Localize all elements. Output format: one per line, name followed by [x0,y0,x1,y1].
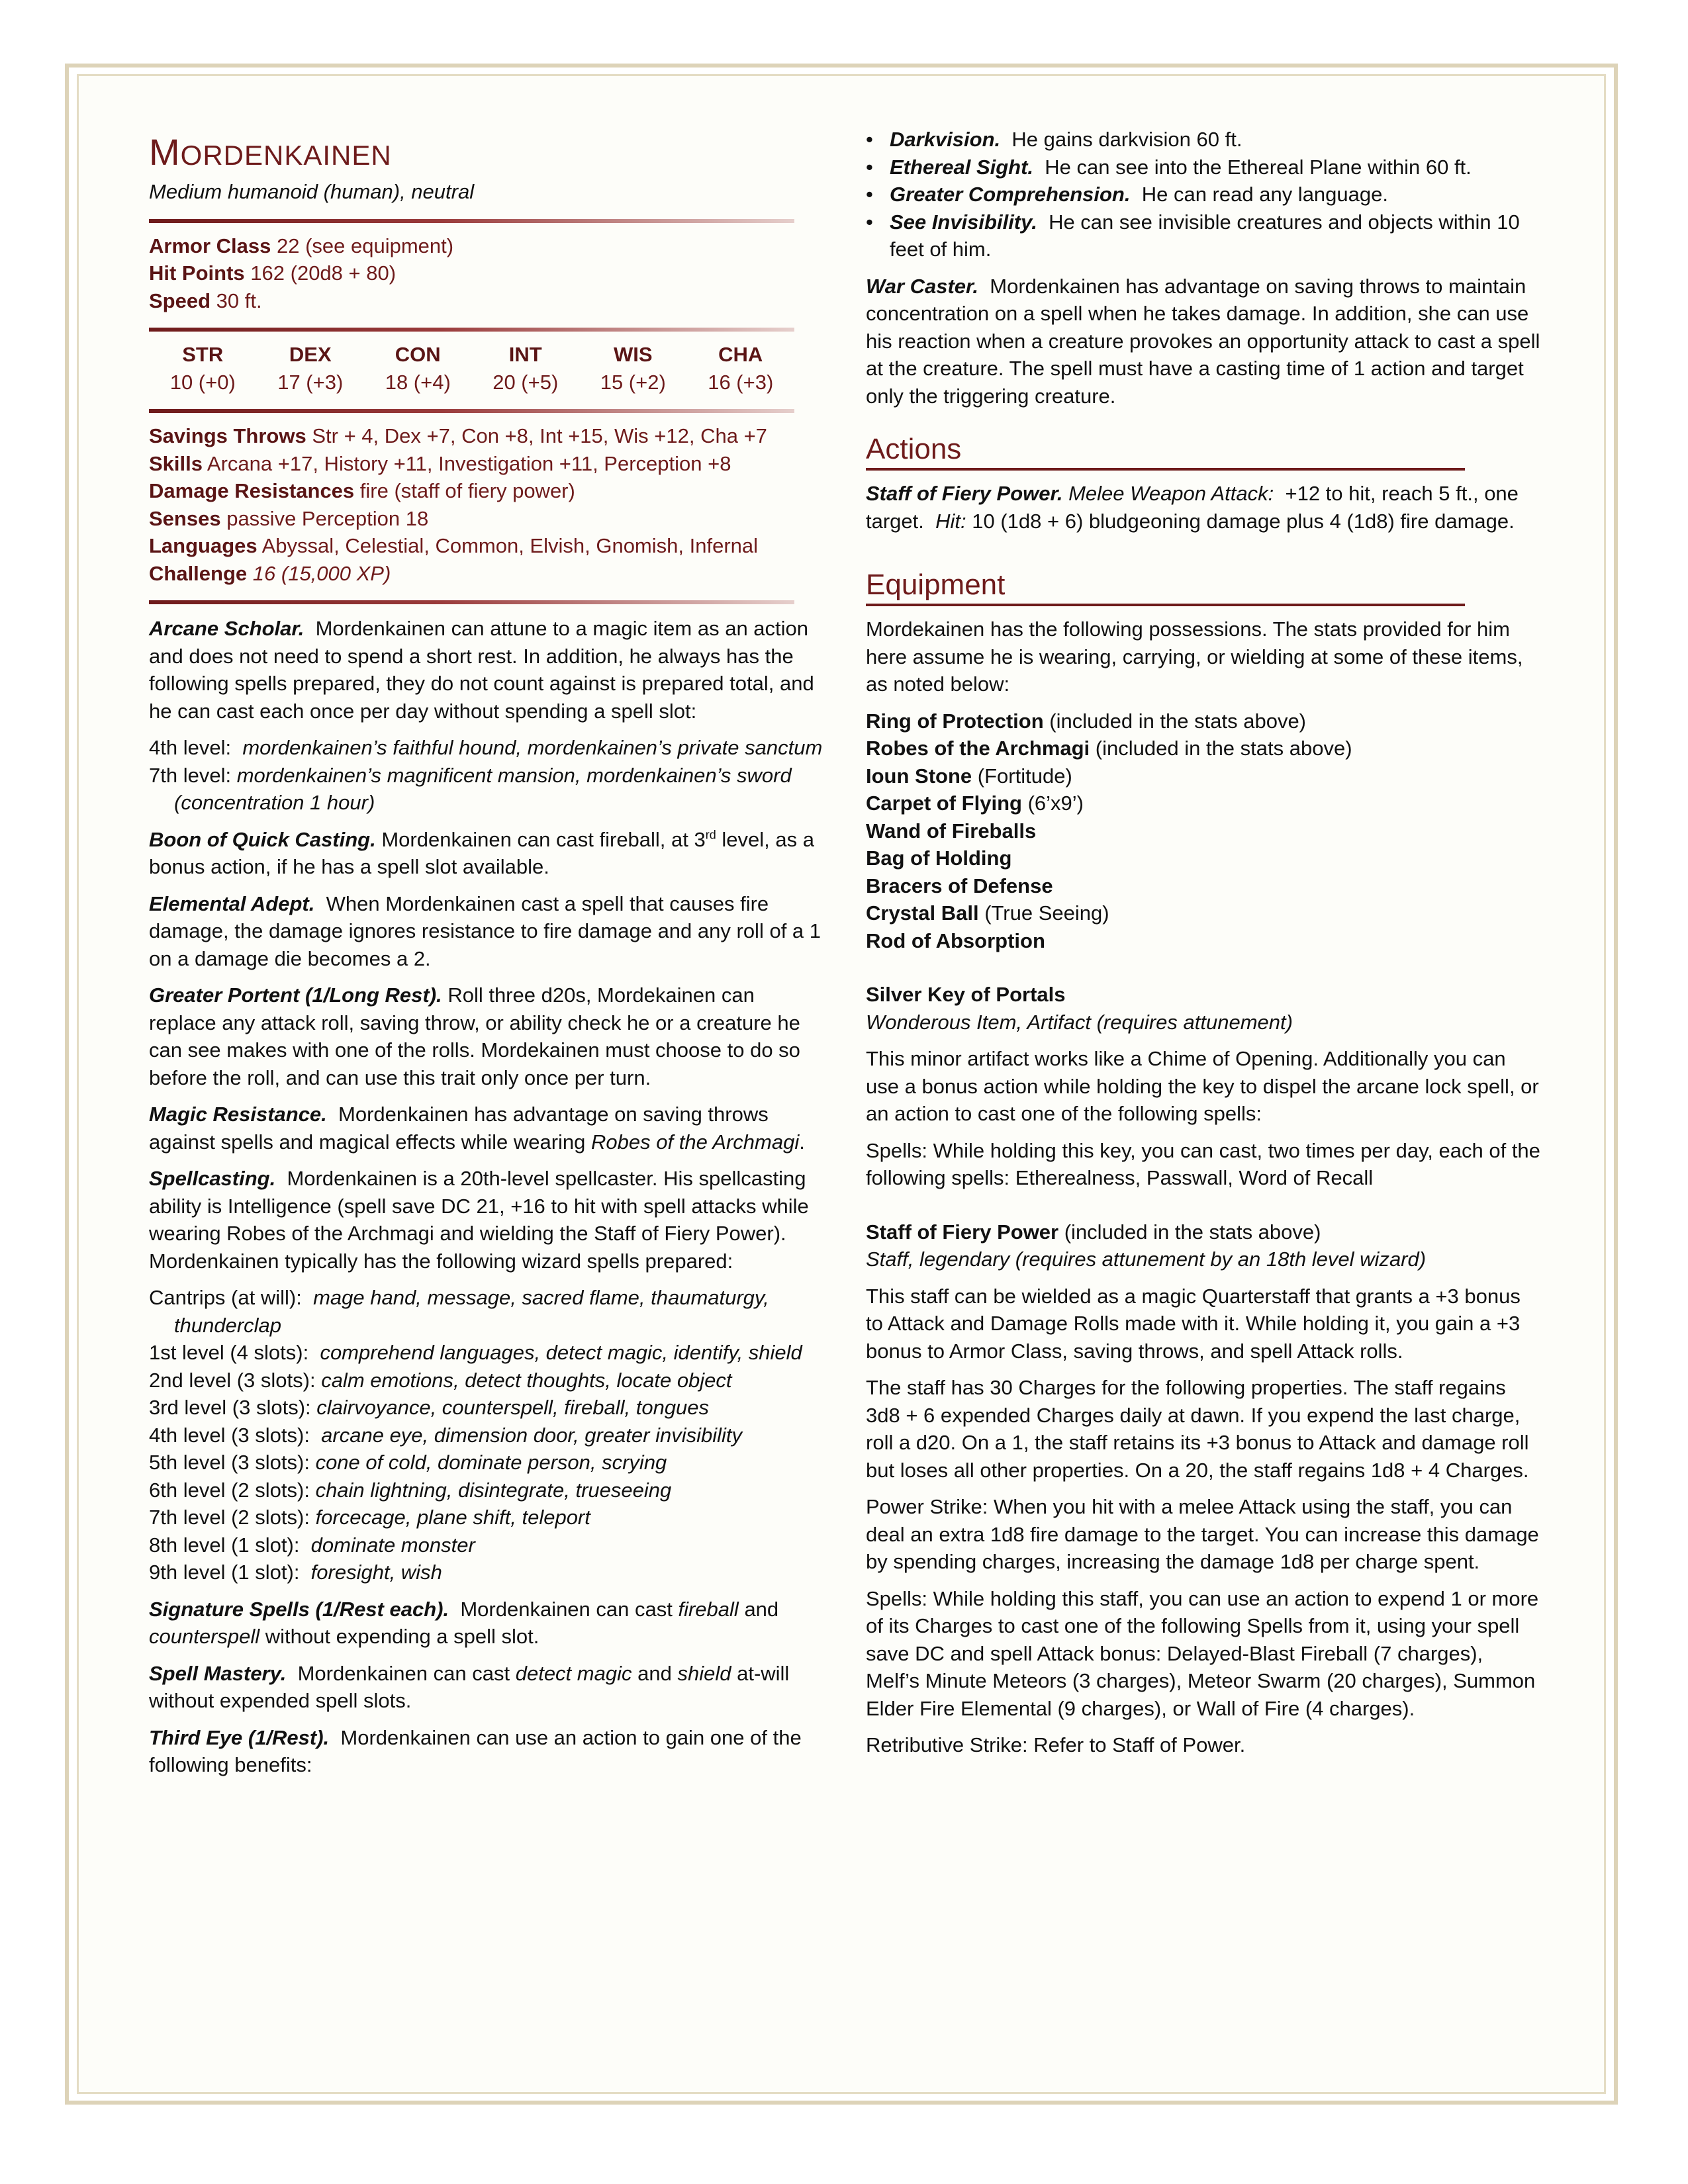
spell-level-row [149,1449,824,1477]
equipment-item [866,899,1541,927]
item-note: (True Seeing) [984,901,1109,925]
spell-level-label: Cantrips (at will): [149,1286,302,1309]
spell-level-label: 4th level: [149,736,232,759]
armor-class-label: Armor Class [149,234,271,257]
hit-label: Hit: [935,509,966,533]
senses [149,505,824,533]
trait-text: and [637,1661,672,1685]
trait-spell-mastery [149,1660,824,1715]
staff-type [866,1246,1541,1273]
equipment-item [866,762,1541,790]
trait-spellcasting [149,1165,824,1275]
ability-dex [257,341,365,396]
spell-list: clairvoyance, counterspell, fireball, tongues [316,1396,710,1419]
benefit-text: He can see into the Ethereal Plane within 60 ft. [1045,155,1472,179]
trait-magic-resistance [149,1101,824,1156]
spell-list: mordenkainen’s magnificent mansion, mordenkainen’s sword (concentration 1 hour) [174,763,792,814]
trait-name: Boon of Quick Casting. [149,827,376,851]
trait-text: Mordenkainen can cast [460,1597,673,1621]
staff-paragraph: The staff has 30 Charges for the following properties. The staff regains 3d8 + 6 expended Charges daily at dawn. If you expend the last charge, roll a d20. On a 1, the staff retains its +3 bonus to Attack and damage roll but loses all other properties. On a 20, the staff regains 1d8 + 4 Charges. [866,1376,1529,1482]
spell-level-row [149,1531,824,1559]
action-staff-of-fiery-power [866,480,1541,535]
damage-resistances-label: Damage Resistances [149,479,355,502]
ability-con [364,341,472,396]
trait-signature-spells [149,1596,824,1651]
staff-paragraph: Spells: While holding this staff, you can use an action to expend 1 or more of its Charges to cast one of the following Spells from it, using your spell save DC and spell Attack bonus: Delayed-Blast Fireball (7 charges), Melf’s Minute Meteors (3 charges), Meteor Swarm (20 charges), Summon Elder Fire Elemental (9 charges), or Wall of Fire (4 charges). [866,1586,1539,1720]
silver-key-description: This minor artifact works like a Chime of Opening. Additionally you can use a bonus action while holding the key to dispel the arcane lock spell, or an action to cast one of the following spells: [866,1047,1539,1125]
spell-level-row [149,1367,824,1394]
senses-label: Senses [149,506,221,530]
spell-list: comprehend languages, detect magic, identify, shield [320,1341,802,1364]
trait-text: level, as a bonus action, if he has a spell slot available. [149,827,814,878]
item-note: (included in the stats above) [1049,709,1307,733]
ability-value: 17 (+3) [277,370,344,394]
armor-class [149,232,824,260]
trait-text: Mordenkainen can cast [297,1661,510,1685]
spell-list: calm emotions, detect thoughts, locate object [321,1368,732,1392]
spell-list: forcecage, plane shift, teleport [315,1506,590,1529]
benefit-name: See Invisibility. [890,210,1037,234]
trait-name: Greater Portent (1/Long Rest). [149,983,442,1007]
item-name: Bag of Holding [866,846,1012,870]
spell-level-row [149,1504,824,1531]
silver-key-type [866,1009,1541,1036]
damage-resistances [149,477,824,505]
trait-text: Mordenkainen can cast fireball, at 3 [381,827,706,851]
ability-name: WIS [613,343,653,366]
equipment-item [866,927,1541,955]
armor-class-value: 22 (see equipment) [276,234,454,257]
trait-italic: detect magic [515,1661,632,1685]
saving-throws-label: Savings Throws [149,424,306,447]
trait-name: Spell Mastery. [149,1661,287,1685]
trait-italic: Robes of the Archmagi [591,1130,800,1154]
ability-value: 15 (+2) [600,370,666,394]
trait-boon-quick-casting [149,826,824,881]
item-name: Crystal Ball [866,901,979,925]
silver-key-title [866,981,1541,1009]
ability-str [149,341,257,396]
spell-level-row [149,1394,824,1422]
hit-points-label: Hit Points [149,261,245,285]
spell-list: dominate monster [310,1533,475,1557]
creature-name-rest: ORDENKAINEN [180,140,392,171]
ability-cha [687,341,795,396]
item-name: Robes of the Archmagi [866,737,1090,760]
spell-list: mordenkainen’s faithful hound, mordenkainen’s private sanctum [242,736,823,759]
ability-value: 18 (+4) [385,370,451,394]
list-item [890,154,1541,181]
saving-throws [149,422,824,450]
action-name: Staff of Fiery Power. [866,482,1063,505]
spell-level-row [149,1422,824,1449]
ability-name: STR [182,343,224,366]
equipment-item [866,735,1541,762]
spell-list: arcane eye, dimension door, greater invisibility [321,1423,743,1447]
trait-text: Roll three d20s, Mordekainen can replace any attack roll, saving throw, or ability check he or a creature he can see makes with one of the rolls. Mordekainen must choose to do so before the roll, and can use this trait only once per turn. [149,983,800,1089]
trait-name: War Caster. [866,274,979,298]
divider-rule [149,600,794,604]
benefit-name: Greater Comprehension. [890,183,1131,206]
item-name: Staff of Fiery Power [866,1220,1059,1244]
ordinal-suffix: rd [705,828,716,842]
ability-value: 16 (+3) [708,370,774,394]
saving-throws-value: Str + 4, Dex +7, Con +8, Int +15, Wis +12, Cha +7 [312,424,767,447]
divider-rule [149,409,794,413]
item-name: Ring of Protection [866,709,1044,733]
spell-level-label: 1st level (4 slots): [149,1341,309,1364]
equipment-item [866,790,1541,817]
item-name: Bracers of Defense [866,874,1053,897]
item-note: (Fortitude) [977,764,1072,788]
senses-value: passive Perception 18 [226,506,429,530]
trait-text: without expending a spell slot. [265,1625,539,1648]
staff-paragraph: Power Strike: When you hit with a melee Attack using the staff, you can deal an extra 1d8 fire damage to the target. You can increase this damage by spending charges, increasing the damage 1d8 per charge spent. [866,1495,1539,1573]
trait-italic: fireball [678,1597,739,1621]
creature-name-initial: M [149,131,181,173]
trait-text: at-will without expended spell slots. [149,1661,790,1712]
item-type: Wonderous Item, Artifact (requires attunement) [866,1010,1293,1034]
arcane-scholar-7th [149,762,824,817]
item-note: (included in the stats above) [1064,1220,1321,1244]
item-note: (6’x9’) [1027,792,1084,815]
spell-level-label: 2nd level (3 slots): [149,1368,316,1392]
list-item [890,181,1541,208]
silver-key-spells: Spells: While holding this key, you can cast, two times per day, each of the following spells: Etherealness, Passwall, Word of Recall [866,1138,1540,1189]
languages-label: Languages [149,534,258,557]
spell-level-label: 4th level (3 slots): [149,1423,310,1447]
item-note: (included in the stats above) [1095,737,1352,760]
spell-level-label: 6th level (2 slots): [149,1478,310,1502]
trait-text: and [744,1597,779,1621]
action-text: +12 to hit, reach 5 ft., one target. [866,482,1519,533]
benefit-text: He can read any language. [1141,183,1388,206]
spell-list: chain lightning, disintegrate, trueseeing [315,1478,672,1502]
item-name: Silver Key of Portals [866,983,1066,1006]
ability-value: 20 (+5) [492,370,559,394]
staff-paragraph: This staff can be wielded as a magic Quarterstaff that grants a +3 bonus to Attack and Damage Rolls made with it. While holding it, you gain a +3 bonus to Armor Class, saving throws, and spell Attack rolls. [866,1284,1521,1363]
challenge [149,560,824,588]
trait-text: Mordenkainen can use an action to gain one of the following benefits: [149,1725,802,1776]
benefit-text: He gains darkvision 60 ft. [1011,128,1243,151]
languages-value: Abyssal, Celestial, Common, Elvish, Gnomish, Infernal [261,534,759,557]
languages [149,532,824,560]
trait-third-eye [149,1724,824,1779]
speed-label: Speed [149,289,211,312]
divider-rule [149,219,794,223]
skills-value: Arcana +17, History +11, Investigation +11, Perception +8 [207,451,731,475]
ability-name: INT [508,343,542,366]
benefit-text: He can see invisible creatures and objects within 10 feet of him. [890,210,1520,261]
ability-int [472,341,580,396]
ability-scores [149,341,794,396]
spell-list: foresight, wish [310,1561,442,1584]
trait-war-caster [866,273,1541,410]
challenge-value: 16 (15,000 XP) [252,561,391,585]
equipment-item [866,817,1541,845]
equipment-item [866,872,1541,900]
spell-level-row [149,1477,824,1504]
spell-list: cone of cold, dominate person, scrying [315,1451,667,1474]
item-name: Rod of Absorption [866,929,1045,952]
creature-name [149,132,824,175]
trait-text: When Mordenkainen cast a spell that causes fire damage, the damage ignores resistance to fire damage and any roll of a 1 on a damage die becomes a 2. [149,891,821,970]
trait-text: . [799,1130,805,1154]
trait-italic: shield [677,1661,731,1685]
ability-name: CON [395,343,441,366]
spell-level-label: 7th level: [149,763,232,787]
trait-name: Spellcasting. [149,1167,276,1190]
equipment-item [866,707,1541,735]
trait-greater-portent [149,981,824,1091]
creature-subtitle: Medium humanoid (human), neutral [149,180,475,203]
attack-type: Melee Weapon Attack: [1068,482,1274,505]
benefit-name: Ethereal Sight. [890,155,1034,179]
action-text: 10 (1d8 + 6) bludgeoning damage plus 4 (1d8) fire damage. [972,509,1515,533]
trait-text: Mordenkainen has advantage on saving throws to maintain concentration on a spell when he takes damage. In addition, she can use his reaction when a creature provokes an opportunity attack to cast a spell at the creature. The spell must have a casting time of 1 action and target only the triggering creature. [866,274,1540,408]
spell-level-label: 8th level (1 slot): [149,1533,300,1557]
speed-value: 30 ft. [216,289,262,312]
trait-italic: counterspell [149,1625,260,1648]
staff-title [866,1218,1541,1246]
equipment-heading: Equipment [866,568,1465,606]
skills [149,450,824,478]
trait-name: Magic Resistance. [149,1103,327,1126]
item-name: Carpet of Flying [866,792,1022,815]
right-column [866,126,1541,1759]
trait-arcane-scholar [149,615,824,725]
trait-text: Mordenkainen is a 20th-level spellcaster. His spellcasting ability is Intelligence (spell save DC 21, +16 to hit with spell attacks while wearing Robes of the Archmagi and wielding the Staff of Fiery Power). Mordenkainen typically has the following wizard spells prepared: [149,1167,809,1273]
trait-name: Signature Spells (1/Rest each). [149,1597,449,1621]
equipment-item [866,844,1541,872]
benefit-name: Darkvision. [890,128,1001,151]
spell-list: mage hand, message, sacred flame, thaumaturgy, thunderclap [174,1286,769,1337]
divider-rule [149,328,794,332]
ability-value: 10 (+0) [169,370,236,394]
actions-heading: Actions [866,432,1465,471]
trait-name: Arcane Scholar. [149,617,305,640]
trait-text: Mordenkainen has advantage on saving throws against spells and magical effects while wearing [149,1103,769,1154]
staff-paragraph: Retributive Strike: Refer to Staff of Power. [866,1733,1246,1756]
spell-level-row [149,1559,824,1586]
list-item [890,126,1541,154]
equipment-intro: Mordekainen has the following possessions. The stats provided for him here assume he is wearing, carrying, or wielding at some of these items, as noted below: [866,617,1523,696]
ability-wis [579,341,687,396]
arcane-scholar-4th [149,734,824,762]
trait-name: Elemental Adept. [149,891,315,915]
item-type: Staff, legendary (requires attunement by an 18th level wizard) [866,1248,1427,1271]
ability-name: DEX [289,343,332,366]
trait-elemental-adept [149,890,824,973]
spell-level-row [149,1284,824,1339]
spell-level-label: 3rd level (3 slots): [149,1396,311,1419]
speed [149,287,824,315]
third-eye-benefits [866,126,1541,263]
list-item [890,208,1541,263]
hit-points [149,259,824,287]
damage-resistances-value: fire (staff of fiery power) [359,479,575,502]
trait-text: Mordenkainen can attune to a magic item as an action and does not need to spend a short rest. In addition, he always has the following spells prepared, they do not count against is prepared total, and he can cast each once per day without spending a spell slot: [149,617,814,723]
spell-level-label: 9th level (1 slot): [149,1561,300,1584]
spell-level-row [149,1339,824,1367]
ability-name: CHA [718,343,763,366]
spell-level-label: 7th level (2 slots): [149,1506,310,1529]
item-name: Ioun Stone [866,764,972,788]
hit-points-value: 162 (20d8 + 80) [250,261,397,285]
left-column [149,126,824,1779]
challenge-label: Challenge [149,561,248,585]
item-name: Wand of Fireballs [866,819,1037,842]
trait-name: Third Eye (1/Rest). [149,1725,330,1749]
spell-level-label: 5th level (3 slots): [149,1451,310,1474]
skills-label: Skills [149,451,203,475]
